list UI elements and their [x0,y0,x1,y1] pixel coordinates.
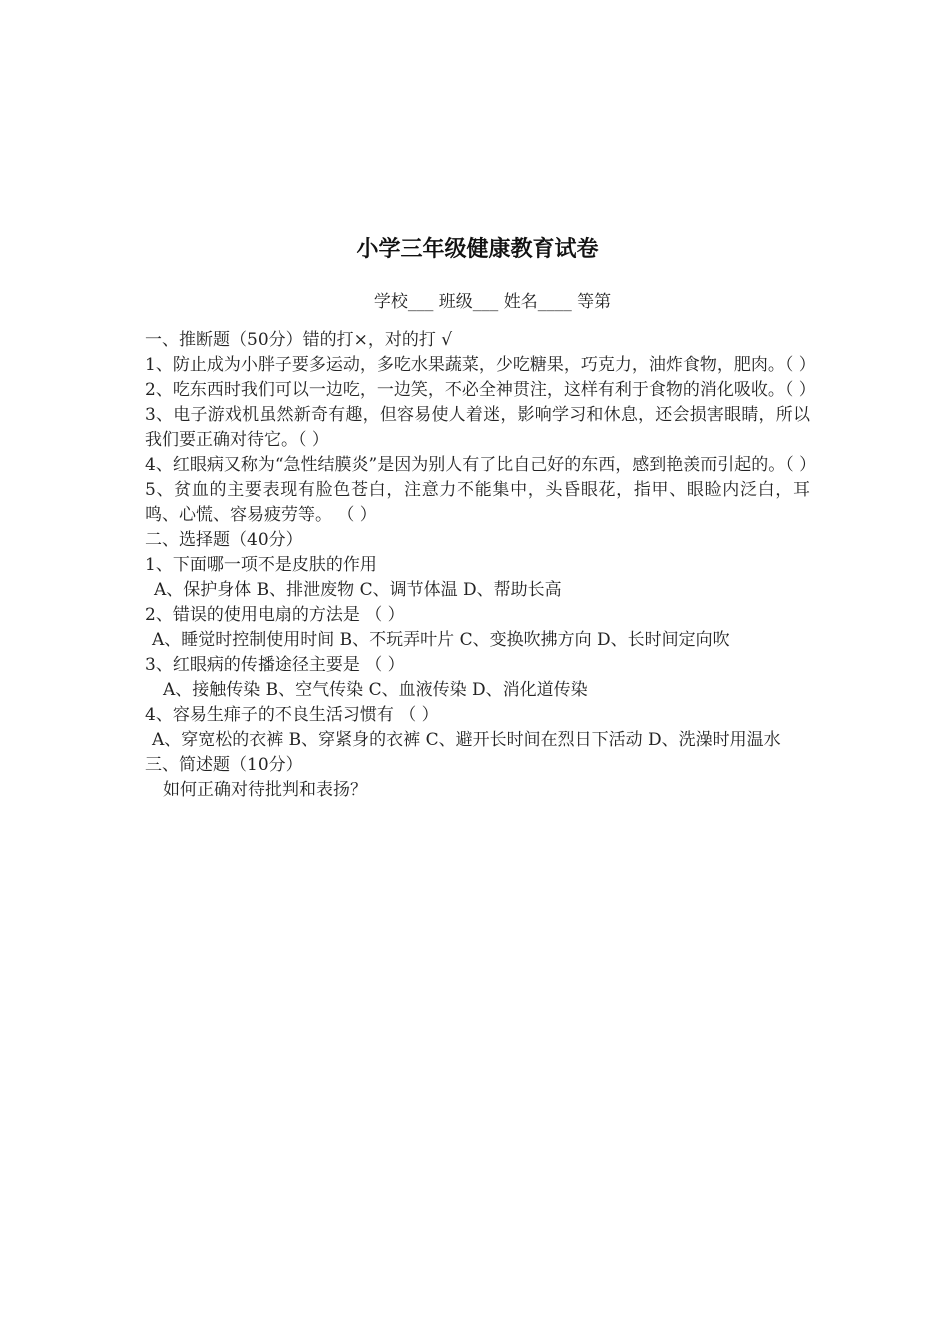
document-title: 小学三年级健康教育试卷 [356,237,599,262]
section-heading-choice: 二、选择题（40分） [145,530,303,550]
choice-question: 4、容易生痱子的不良生活习惯有 （ ） [145,705,439,725]
exam-paper [145,236,817,803]
choice-question: 1、下面哪一项不是皮肤的作用 [145,555,377,575]
choice-question: 3、红眼病的传播途径主要是 （ ） [145,655,405,675]
choice-options: A、睡觉时控制使用时间 B、不玩弄叶片 C、变换吹拂方向 D、长时间定向吹 [152,630,730,650]
section-heading-judgement: 一、推断题（50分）错的打×，对的打 √ [145,330,453,350]
choice-options: A、接触传染 B、空气传染 C、血液传染 D、消化道传染 [163,680,588,700]
choice-question: 2、错误的使用电扇的方法是 （ ） [145,605,405,625]
judgement-item: 4、红眼病又称为“急性结膜炎”是因为别人有了比自己好的东西，感到艳羡而引起的。（ ） [145,455,817,475]
choice-options: A、保护身体 B、排泄废物 C、调节体温 D、帮助长高 [154,580,562,600]
judgement-item: 1、防止成为小胖子要多运动，多吃水果蔬菜，少吃糖果，巧克力，油炸食物，肥肉。（ ） [145,355,816,375]
judgement-item: 2、吃东西时我们可以一边吃，一边笑，不必全神贯注，这样有利于食物的消化吸收。（ ） [145,380,816,400]
student-info-line: 学校___ 班级___ 姓名____ 等第 [373,292,612,312]
judgement-item: 3、电子游戏机虽然新奇有趣，但容易使人着迷，影响学习和休息，还会损害眼睛，所以我们要正确对待它。（ ） [145,405,810,450]
section-heading-short-answer: 三、简述题（10分） [145,755,303,775]
short-answer-question: 如何正确对待批判和表扬？ [163,780,367,800]
choice-options: A、穿宽松的衣裤 B、穿紧身的衣裤 C、避开长时间在烈日下活动 D、洗澡时用温水 [152,730,781,750]
judgement-item: 5、贫血的主要表现有脸色苍白，注意力不能集中，头昏眼花，指甲、眼睑内泛白，耳鸣、心慌、容易疲劳等。 （ ） [145,480,810,525]
